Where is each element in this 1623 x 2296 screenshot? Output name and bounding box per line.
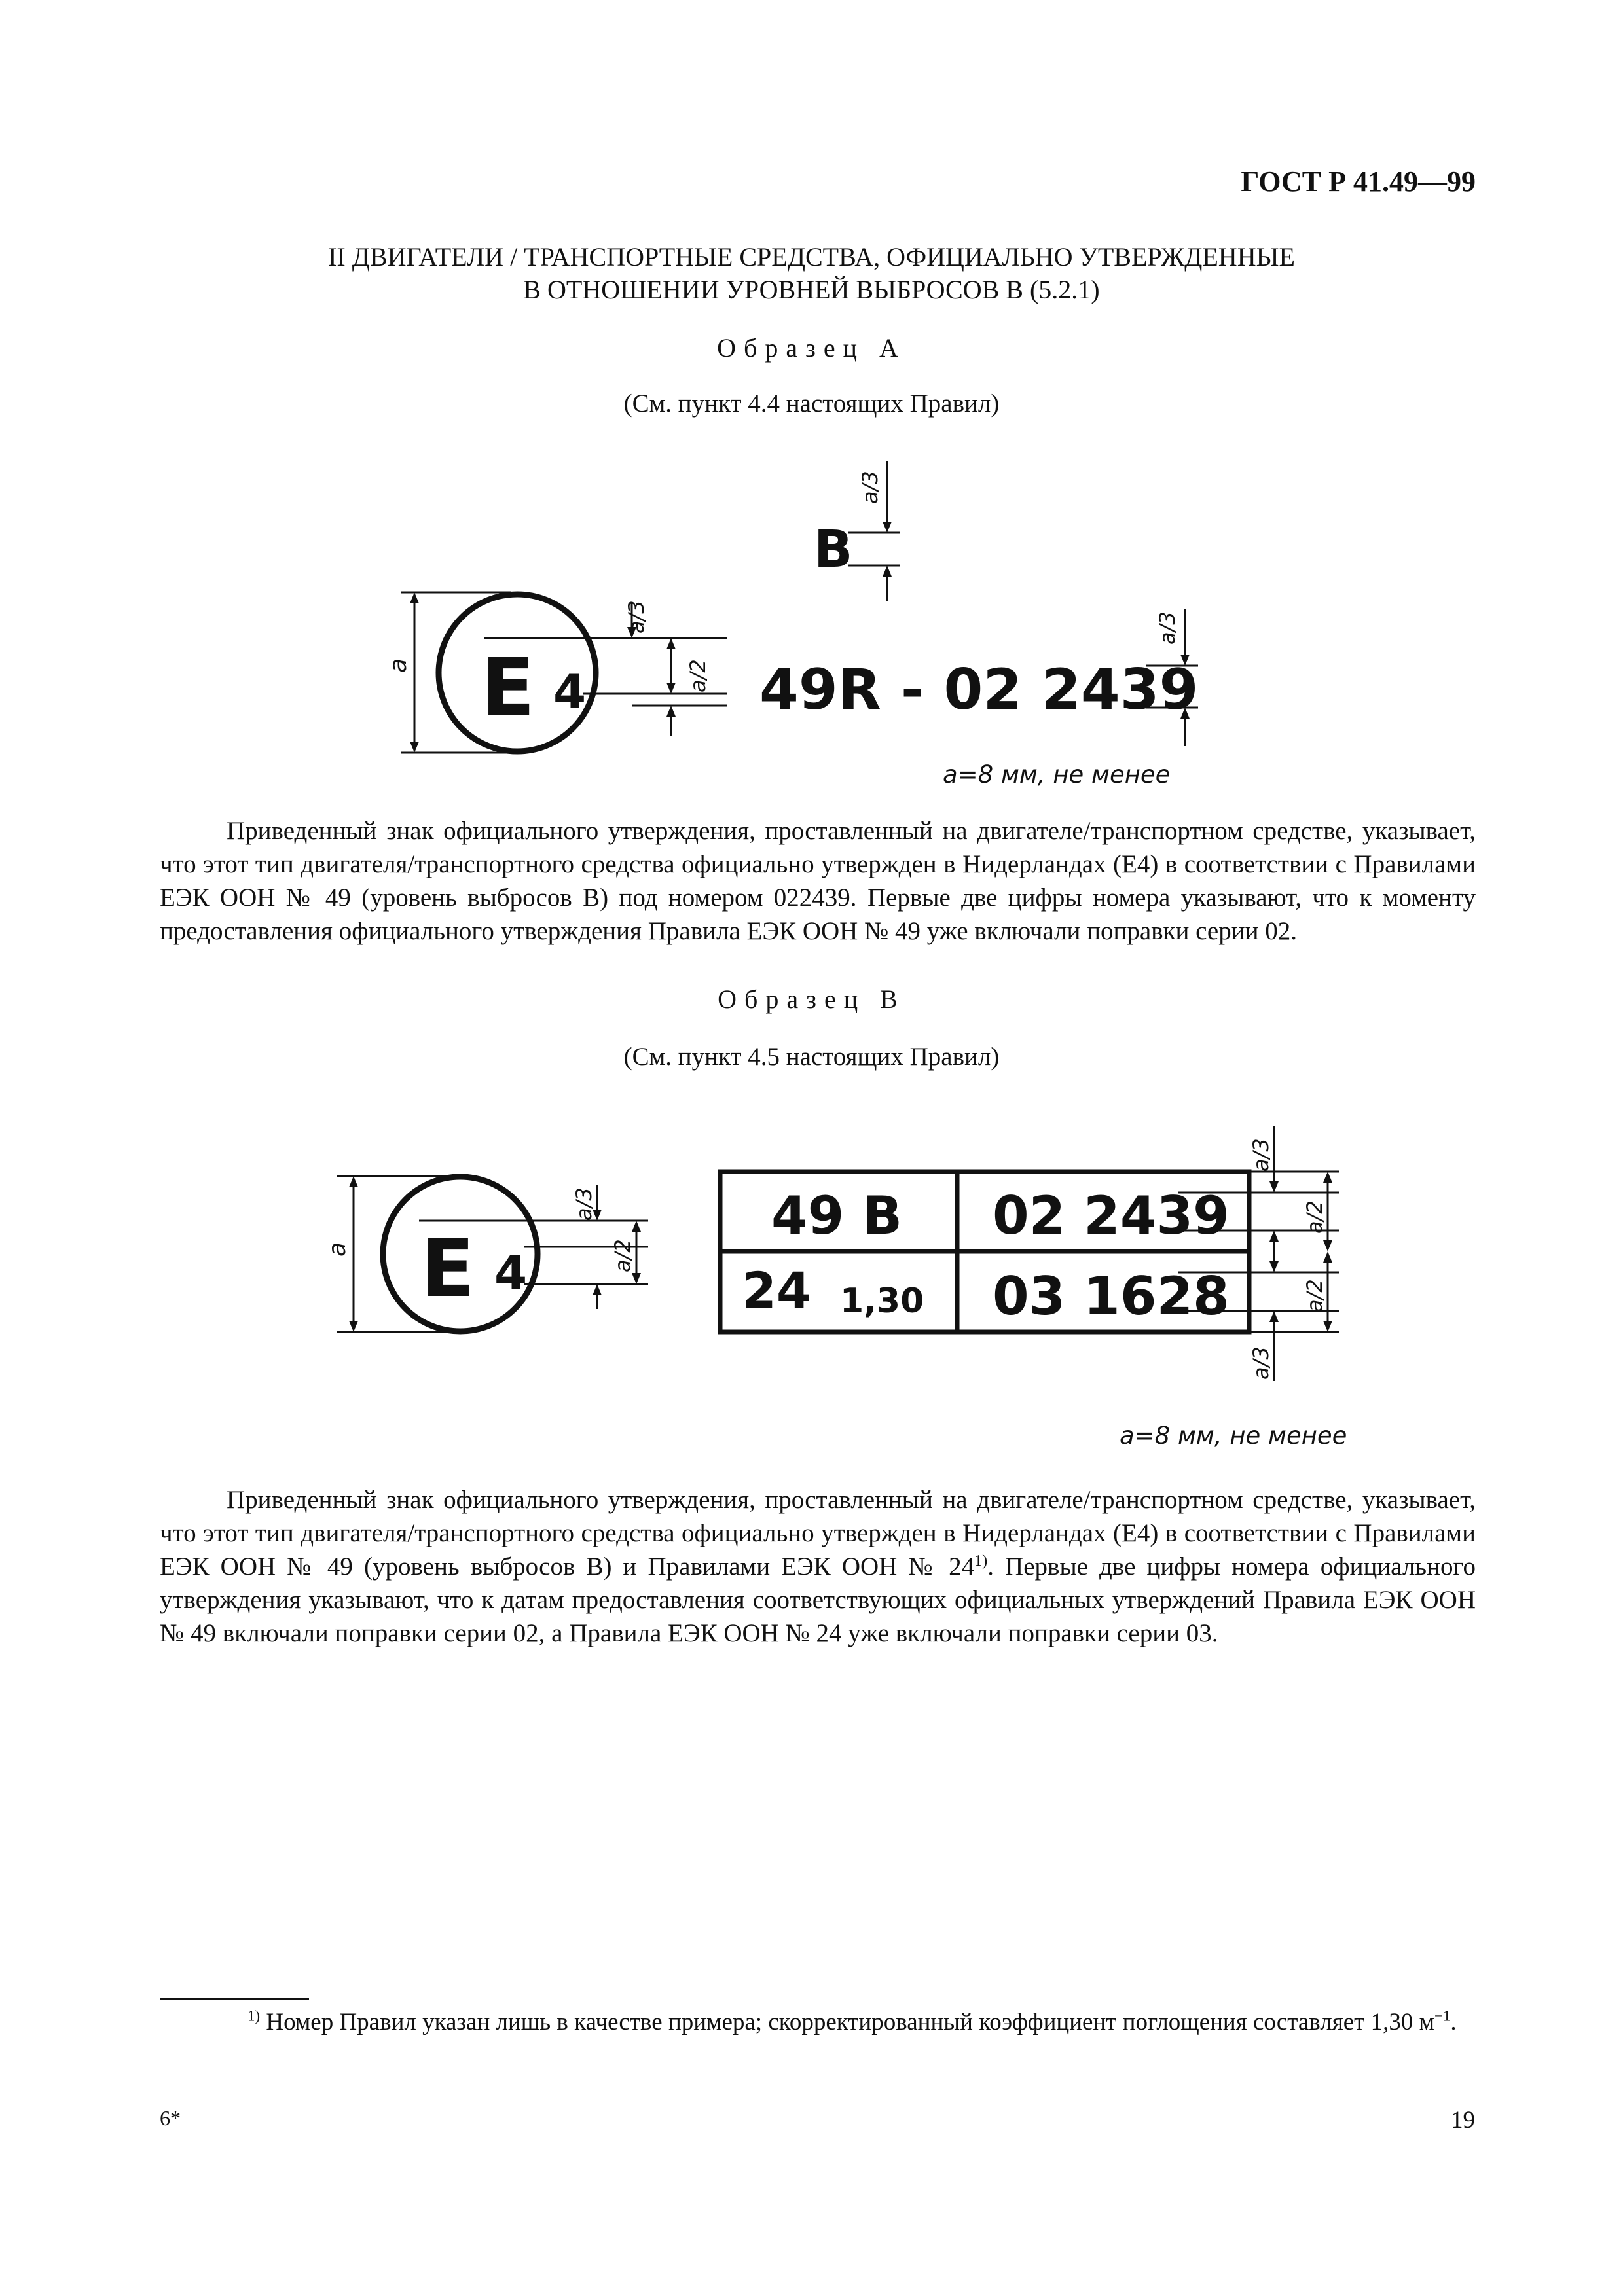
sample-b-description-tail: . Первые две цифры номера официального утверждения указывают, что к датам предоставления соответствующих официальных утверждений Правила ЕЭК ООН № 49 включали поправки серии 02, а Правила ЕЭК ООН № 24 уже включали поправки серии 03. — [160, 1552, 1476, 1647]
section-title-line2: В ОТНОШЕНИИ УРОВНЕЙ ВЫБРОСОВ В (5.2.1) — [523, 275, 1100, 304]
sample-b-reference: (См. пункт 4.5 настоящих Правил) — [623, 1043, 1000, 1071]
sample-b-description-text — [160, 1483, 1476, 1650]
sample-a-level-letter: B — [814, 520, 853, 579]
sample-b-row2-number: 03 1628 — [993, 1266, 1230, 1327]
sample-a-dim-a: a — [385, 658, 412, 673]
sample-b-description — [160, 1483, 1476, 1650]
sample-a-figure — [0, 0, 1623, 785]
sample-a-heading: Образец А — [717, 333, 906, 363]
sample-b-row2-coef: 1,30 — [840, 1282, 924, 1321]
footnote-marker: 1) — [247, 2007, 261, 2024]
footnote-separator — [160, 1998, 309, 2000]
sample-a-description-text: Приведенный знак официального утверждения, проставленный на двигателе/транспортном средстве, указывает, что этот тип двигателя/транспортного средства официально утвержден в Нидерландах (Е4) в соответствии с Правилами ЕЭК ООН № 49 (уровень выбросов В) под номером 022439. Первые две цифры номера указывают, что к моменту предоставления официального утверждения Правила ЕЭК ООН № 49 уже включали поправки серии 02. — [160, 817, 1476, 945]
sample-b-figure — [0, 1080, 1623, 1446]
sample-b-dim-a: a — [324, 1242, 351, 1257]
sample-a-dim-a3-b: a/3 — [858, 471, 883, 504]
sample-a-reference: (См. пункт 4.4 настоящих Правил) — [623, 389, 1000, 418]
sample-a-approval-text: 49R - 02 2439 — [759, 657, 1199, 723]
sample-b-description-main: Приведенный знак официального утверждения, проставленный на двигателе/транспортном средстве, указывает, что этот тип двигателя/транспортного средства официально утвержден в Нидерландах (Е4) в соответствии с Правилами ЕЭК ООН № 49 (уровень выбросов В) и Правилами ЕЭК ООН № 24 — [160, 1486, 1476, 1581]
sample-b-dim-a3-bottom: a/3 — [1249, 1346, 1273, 1380]
sample-a-country-number: 4 — [553, 664, 587, 719]
sample-a-dim-a3-text: a/3 — [1155, 611, 1180, 645]
sample-b-circle-letter: E — [421, 1224, 475, 1315]
section-title-line1: II ДВИГАТЕЛИ / ТРАНСПОРТНЫЕ СРЕДСТВА, ОФИЦИАЛЬНО УТВЕРЖДЕННЫЕ — [328, 242, 1295, 272]
sample-a-dim-a2: a/2 — [685, 659, 710, 692]
page-number: 19 — [1451, 2107, 1475, 2134]
sample-b-country-number: 4 — [494, 1246, 528, 1300]
footer-left-mark: 6* — [160, 2106, 181, 2130]
sample-a-note: a=8 мм, не менее — [943, 761, 1171, 789]
footnote-end: . — [1450, 2009, 1457, 2036]
standard-code: ГОСТ Р 41.49—99 — [1241, 166, 1476, 198]
sample-a-description — [160, 814, 1476, 948]
sample-a-dim-a3: a/3 — [624, 600, 649, 634]
sample-a-circle-letter: E — [481, 643, 535, 734]
sample-b-dim-a2-row2: a/2 — [1302, 1279, 1327, 1312]
sample-b-dim-a2: a/2 — [610, 1239, 635, 1272]
sample-b-dim-a2-row1: a/2 — [1302, 1200, 1327, 1234]
footnote — [160, 2007, 1476, 2038]
footnote-text: Номер Правил указан лишь в качестве примера; скорректированный коэффициент поглощения составляет 1,30 м — [260, 2009, 1435, 2036]
footnote-unit-exponent: −1 — [1434, 2007, 1451, 2024]
sample-b-row2-reg: 24 — [742, 1261, 811, 1319]
sample-b-row1-number: 02 2439 — [993, 1185, 1230, 1246]
sample-b-row1-reg: 49 B — [771, 1185, 903, 1246]
sample-b-dim-a3: a/3 — [572, 1187, 596, 1221]
sample-b-dim-a3-top: a/3 — [1249, 1138, 1273, 1172]
sample-b-note: a=8 мм, не менее — [1120, 1422, 1347, 1450]
sample-b-heading: Образец В — [718, 984, 905, 1014]
footnote-ref: 1) — [974, 1552, 988, 1570]
